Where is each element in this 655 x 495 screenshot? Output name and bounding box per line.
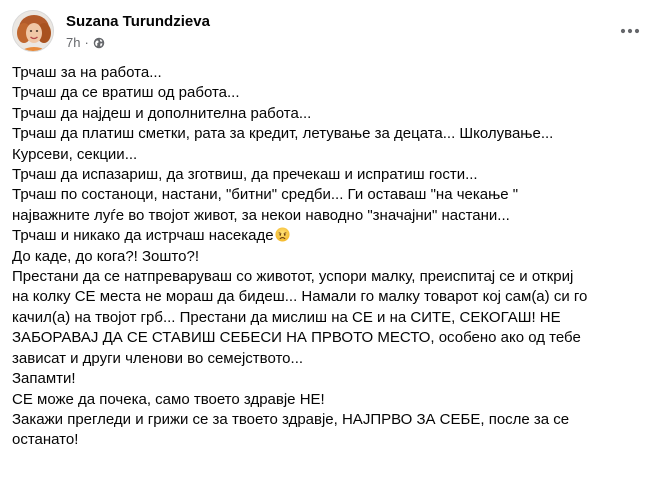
post-line: Трчаш за на работа... [12,64,162,81]
post-line: останато! [12,431,79,449]
globe-icon[interactable] [93,37,105,49]
post-header [12,10,643,56]
post-line: зависат и други членови во семејството... [12,349,304,367]
post-line: Курсеви, секции... [12,145,138,163]
post-line: Трчаш и никако да истрчаш насекаде [12,227,274,245]
post-line: на колку СЕ места не мораш да бидеш... Намали го малку товарот кој сам(а) си го [12,288,588,306]
post-line: Закажи прегледи и грижи се за твоето здравје, НАЈПРВО ЗА СЕБЕ, после за се [12,410,570,428]
post-line-with-emoji [12,226,632,246]
post-line: Трчаш да најдеш и дополнителна работа... [12,104,312,122]
avatar-image [13,11,54,52]
post-line: Престани да се натпреваруваш со животот, успори малку, преиспитај се и откриј [12,268,574,286]
post-time[interactable]: 7h [66,35,81,50]
more-horizontal-icon [620,28,640,34]
post-line: До каде, до кога?! Зошто?! [12,247,199,265]
post-meta [66,34,105,51]
post-line: Трчаш да се вратиш од работа... [12,84,240,102]
sad-face-emoji-icon [275,227,290,242]
meta-separator: · [84,35,89,50]
post-line: ЗАБОРАВАЈ ДА СЕ СТАВИШ СЕБЕСИ НА ПРВОТО МЕСТО, особено ако од тебе [12,329,581,347]
post-line: качил(а) на твојот грб... Престани да мислиш на СЕ и на СИТЕ, СЕКОГАШ! НЕ [12,308,561,326]
post-text [12,63,632,451]
more-options-button[interactable] [617,18,643,44]
post-line: најважните луѓе во твојот живот, за некои наводно "значајни" настани... [12,206,510,224]
post-line: Запамти! [12,370,76,388]
author-name[interactable]: Suzana Turundzieva [66,13,210,30]
post-line: Трчаш да платиш сметки, рата за кредит, летување за децата... Школување... [12,125,554,143]
post-line: Трчаш по состаноци, настани, "битни" средби... Ги оставаш "на чекање " [12,186,519,204]
avatar[interactable] [12,10,54,52]
post-line: Трчаш да испазариш, да зготвиш, да пречекаш и испратиш гости... [12,166,478,184]
post-line: СЕ може да почека, само твоето здравје НЕ! [12,390,325,408]
